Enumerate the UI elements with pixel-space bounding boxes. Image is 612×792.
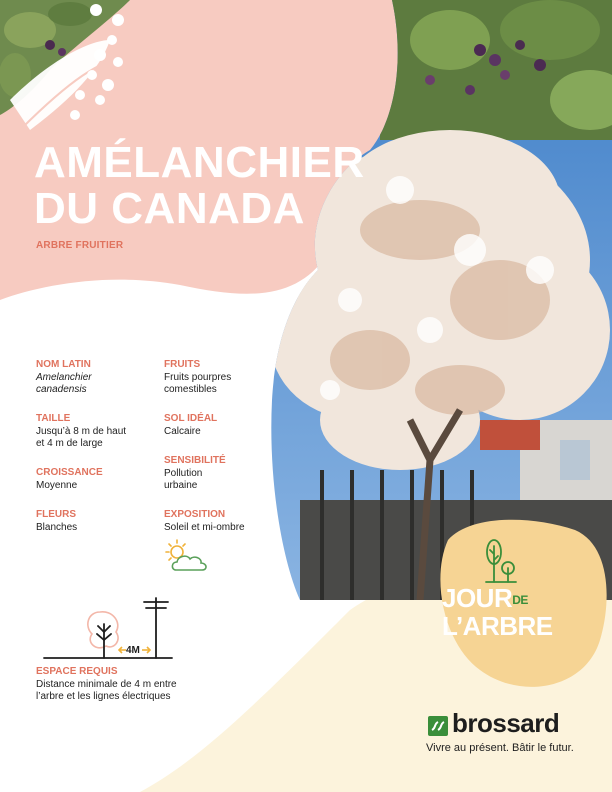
spec-label: ESPACE REQUIS [36,666,118,677]
spec-label: TAILLE [36,413,71,424]
title-line-2: DU CANADA [34,184,305,233]
page-subtitle: ARBRE FRUITIER [36,240,124,251]
badge-arbre: L’ARBRE [442,611,553,641]
spec-value: canadensis [36,384,87,395]
spec-label: CROISSANCE [36,467,103,478]
spec-taille [36,413,126,450]
sun-cloud-icon [162,538,212,574]
spec-value: l’arbre et les lignes électriques [36,691,171,702]
spec-value: Moyenne [36,480,78,491]
brand-tagline: Vivre au présent. Bâtir le futur. [426,742,574,754]
title-line-1: AMÉLANCHIER [34,138,365,187]
trees-icon [480,538,520,586]
page-title [34,140,365,232]
spec-value: Distance minimale de 4 m entre [36,679,177,690]
spec-label: SENSIBILITÉ [164,455,226,466]
spec-label: NOM LATIN [36,359,91,370]
spec-label: FLEURS [36,509,76,520]
spec-value: urbaine [164,480,198,491]
spec-value: Amelanchier [36,372,92,383]
spec-label: SOL IDÉAL [164,413,218,424]
spec-value: Jusqu’à 8 m de haut [36,426,127,437]
spec-value: Soleil et mi-ombre [164,522,245,533]
brossard-logo-icon [428,716,448,736]
spec-value: Blanches [36,522,78,533]
spec-label: EXPOSITION [164,509,226,520]
spec-exposition [164,509,245,534]
spec-espace-requis [36,666,177,703]
spec-label: FRUITS [164,359,201,370]
distance-label: 4M [126,645,140,656]
spec-value: et 4 m de large [36,438,103,449]
spec-value: Fruits pourpres [164,372,232,383]
badge-jour: JOUR [442,583,513,613]
brand-name: brossard [452,708,560,738]
tree-powerline-icon [30,592,180,662]
spec-value: comestibles [164,384,217,395]
spec-value: Calcaire [164,426,201,437]
spec-croissance [36,467,103,492]
spec-value: Pollution [164,468,203,479]
spec-fruits [164,359,231,396]
spec-fleurs [36,509,77,534]
spec-nom-latin [36,359,92,396]
badge-de: DE [512,593,528,607]
spec-sensibilite [164,455,226,492]
spec-sol-ideal [164,413,217,438]
jour-de-larbre-badge [442,584,592,640]
